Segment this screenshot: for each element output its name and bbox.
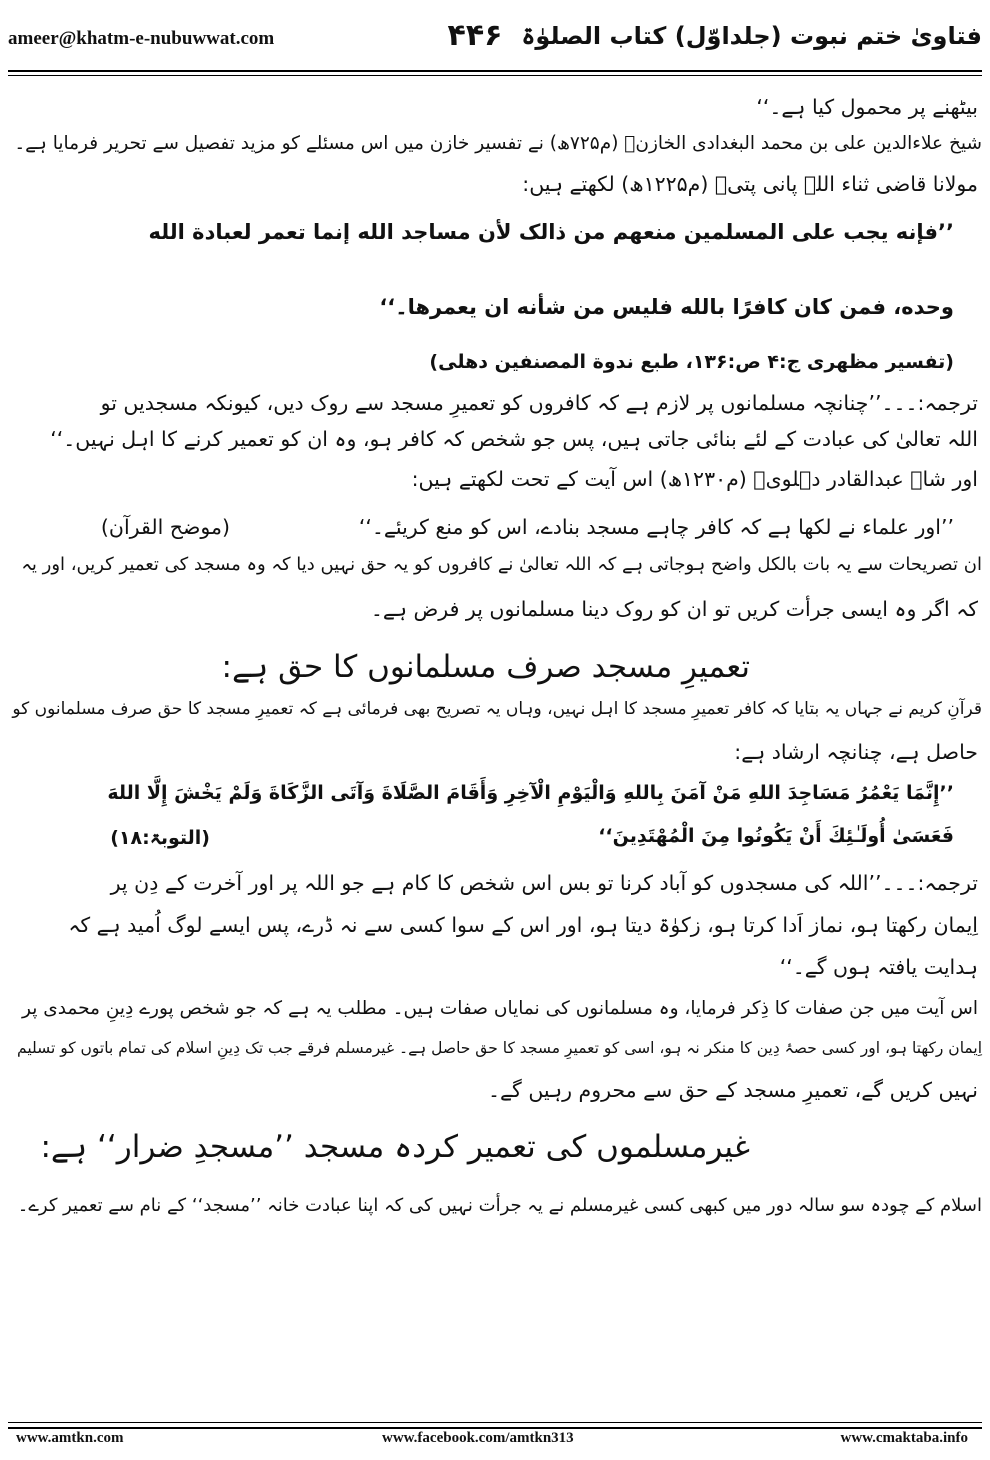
text-line: ترجمہ:۔۔۔’’اللہ کی مسجدوں کو آباد کرنا تو بس اس شخص کا کام ہے جو اللہ پر اور آخرت کے دِن پر [110, 871, 978, 895]
page-number: ۴۴۶ [447, 18, 503, 53]
text-line: اِیمان رکھتا ہو، نماز اَدا کرتا ہو، زکوٰۃ دیتا ہو، اور اس کے سوا کسی سے نہ ڈرے، پس ایسے لوگ اُمید ہے کہ [68, 913, 978, 937]
text-line: اللہ تعالیٰ کی عبادت کے لئے بنائی جاتی ہیں، پس جو شخص کہ کافر ہو، وہ ان کو تعمیر کرنے کا اہل نہیں۔‘‘ [50, 427, 978, 451]
section-heading: تعمیرِ مسجد صرف مسلمانوں کا حق ہے: [221, 649, 750, 685]
text-line: شیخ علاءالدین علی بن محمد البغدادی الخازنؒ (م۷۲۵ھ) نے تفسیر خازن میں اس مسئلے کو مزید تفصیل سے تحریر فرمایا ہے۔ [14, 133, 982, 154]
footer-link-left[interactable]: www.amtkn.com [16, 1430, 124, 1446]
quran-verse-line: فَعَسَىٰ أُولَـٰئِكَ أَنْ يَكُونُوا مِنَ الْمُهْتَدِينَ‘‘ [598, 825, 954, 847]
footer-link-right[interactable]: www.cmaktaba.info [840, 1430, 968, 1446]
text-line: بیٹھنے پر محمول کیا ہے۔‘‘ [756, 95, 978, 119]
citation: (موضح القرآن) [100, 515, 230, 539]
citation: (تفسیر مظهری ج:۴ ص:۱۳۶، طبع ندوة المصنفین دهلی) [429, 351, 954, 373]
footer-rule-thin [8, 1422, 982, 1423]
section-heading: غیرمسلموں کی تعمیر کردہ مسجد ’’مسجدِ ضرار‘‘ ہے: [40, 1129, 750, 1165]
text-line: ہدایت یافتہ ہوں گے۔‘‘ [779, 955, 978, 979]
book-title: فتاویٰ ختم نبوت (جلداوّل) کتاب الصلوٰۃ [521, 22, 982, 50]
arabic-quote-line: ’’فإنه یجب علی المسلمین منعهم من ذالک لأن مساجد الله إنما تعمر لعبادة الله [148, 220, 954, 244]
text-line: کہ اگر وہ ایسی جرأت کریں تو ان کو روک دینا مسلمانوں پر فرض ہے۔ [370, 597, 978, 621]
footer-link-center[interactable]: www.facebook.com/amtkn313 [382, 1430, 574, 1446]
text-line: نہیں کریں گے، تعمیرِ مسجد کے حق سے محروم رہیں گے۔ [488, 1078, 978, 1102]
text-line: اِیمان رکھتا ہو، اور کسی حصۂ دِین کا منکر نہ ہو، اسی کو تعمیرِ مسجد کا حق حاصل ہے۔ غیرمسلم فرقے جب تک دِینِ اسلام کی تمام باتوں کو تسلیم [17, 1039, 982, 1057]
text-line: ان تصریحات سے یہ بات بالکل واضح ہوجاتی ہے کہ اللہ تعالیٰ نے کافروں کو یہ حق نہیں دیا کہ وہ مسجد کی تعمیر کریں، اور یہ [21, 554, 982, 575]
header-email[interactable]: ameer@khatm-e-nubuwwat.com [8, 28, 275, 49]
text-line: اور شاہ عبدالقادر دہلویؒ (م۱۲۳۰ھ) اس آیت کے تحت لکھتے ہیں: [411, 467, 978, 491]
text-line: اسلام کے چودہ سو سالہ دور میں کبھی کسی غیرمسلم نے یہ جرأت نہیں کی کہ اپنا عبادت خانہ ’’مسجد‘‘ کے نام سے تعمیر کرے۔ [17, 1195, 982, 1216]
text-line: حاصل ہے، چنانچہ ارشاد ہے: [734, 740, 978, 764]
header-rule-thin [8, 75, 982, 76]
quote-line: ’’اور علماء نے لکھا ہے کہ کافر چاہے مسجد بنادے، اس کو منع کریئے۔‘‘ [358, 515, 954, 539]
text-line: اس آیت میں جن صفات کا ذِکر فرمایا، وہ مسلمانوں کی نمایاں صفات ہیں۔ مطلب یہ ہے کہ جو شخص پورے دِینِ محمدی پر [21, 998, 978, 1019]
arabic-quote-line: وحده، فمن کان کافرًا بالله فلیس من شأنه ان یعمرها۔‘‘ [379, 295, 954, 319]
text-line: مولانا قاضی ثناء اللہ پانی پتیؒ (م۱۲۲۵ھ) لکھتے ہیں: [522, 172, 978, 196]
citation: (التوبۃ:۱۸) [110, 827, 210, 849]
quran-verse-line: ’’إِنَّمَا يَعْمُرُ مَسَاجِدَ اللهِ مَنْ آمَنَ بِاللهِ وَالْيَوْمِ الْآخِرِ وَأَقَامَ الصَّلَاةَ وَآتَى الزَّكَاةَ وَلَمْ يَخْشَ إِلَّا اللهَ [107, 782, 954, 804]
footer-rule [8, 1427, 982, 1429]
header-rule [8, 70, 982, 72]
text-line: قرآنِ کریم نے جہاں یہ بتایا کہ کافر تعمیرِ مسجد کا اہل نہیں، وہاں یہ تصریح بھی فرمائی ہے کہ تعمیرِ مسجد کا حق صرف مسلمانوں کو [12, 699, 982, 719]
text-line: ترجمہ:۔۔۔’’چنانچہ مسلمانوں پر لازم ہے کہ کافروں کو تعمیرِ مسجد سے روک دیں، کیونکہ مسجدیں تو [100, 391, 978, 415]
